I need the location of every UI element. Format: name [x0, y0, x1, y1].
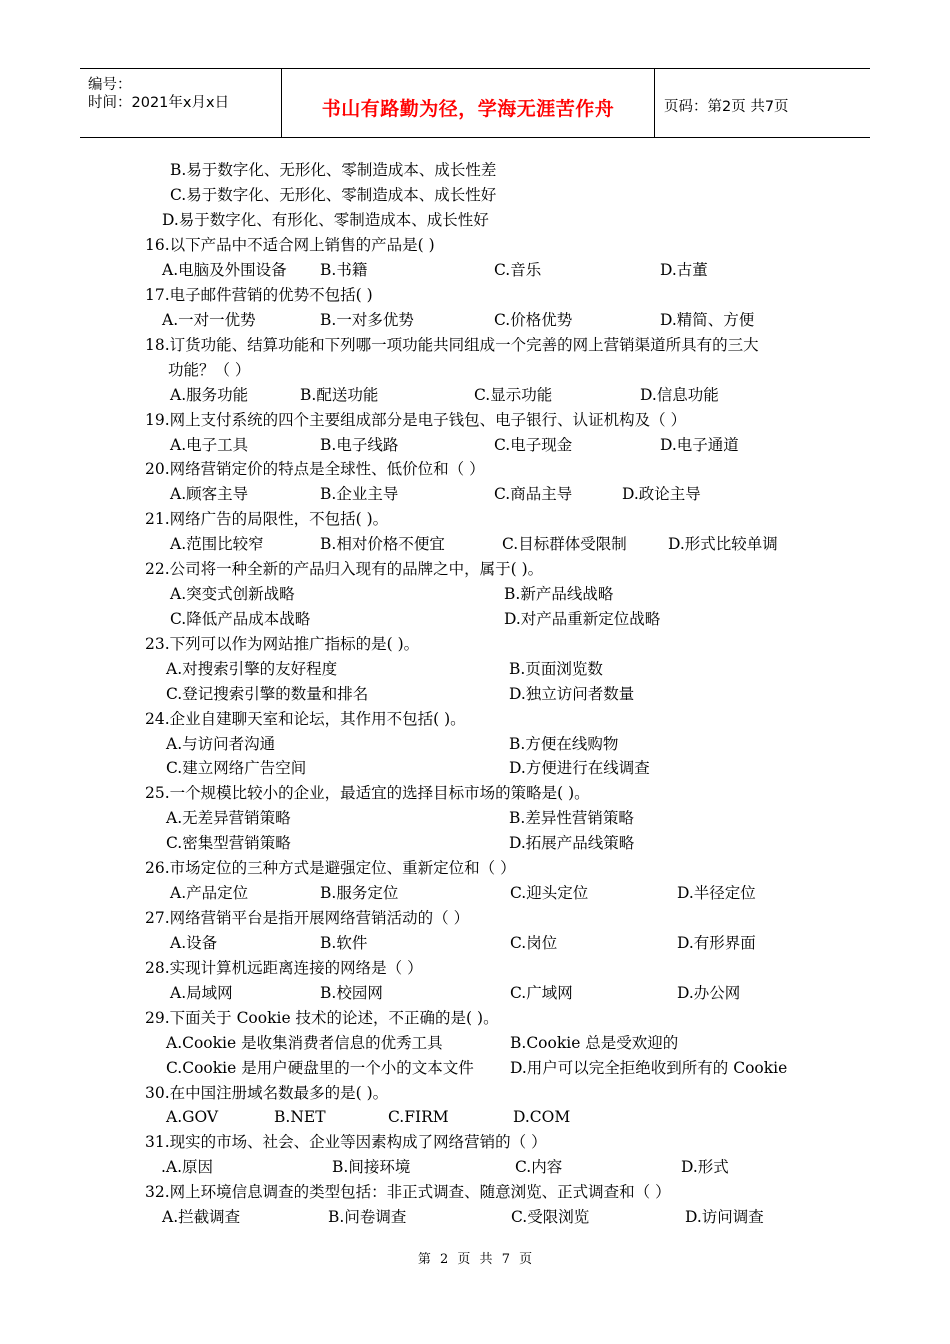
- option-a: A.对搜索引擎的友好程度: [166, 660, 338, 678]
- question-stem: 32.网上环境信息调查的类型包括：非正式调查、随意浏览、正式调查和（ ）: [145, 1183, 671, 1201]
- question-stem: 29.下面关于 Cookie 技术的论述，不正确的是( )。: [145, 1009, 499, 1027]
- option-c: C.音乐: [494, 261, 542, 279]
- question-stem: 30.在中国注册域名数最多的是( )。: [145, 1084, 389, 1102]
- option-d: D.古董: [660, 261, 708, 279]
- option-b: B.差异性营销策略: [509, 809, 634, 827]
- option-b: B.Cookie 总是受欢迎的: [510, 1034, 679, 1052]
- option-d: D.精简、方便: [660, 311, 755, 329]
- option-c: C.显示功能: [474, 386, 553, 404]
- option-c: C.迎头定位: [510, 884, 589, 902]
- option-b: B.间接环境: [332, 1158, 411, 1176]
- option-a: A.突变式创新战略: [170, 585, 295, 603]
- option-a: A.产品定位: [170, 884, 249, 902]
- option-c: C.Cookie 是用户硬盘里的一个小的文本文件: [166, 1059, 474, 1077]
- option-d: D.拓展产品线策略: [509, 834, 635, 852]
- option-d: D.信息功能: [640, 386, 719, 404]
- option-a: A.无差异营销策略: [166, 809, 291, 827]
- question-stem: 19.网上支付系统的四个主要组成部分是电子钱包、电子银行、认证机构及（ ）: [145, 411, 687, 429]
- option-b: B.NET: [274, 1108, 326, 1126]
- prev-option-b: B.易于数字化、无形化、零制造成本、成长性差: [170, 161, 497, 179]
- option-c: C.岗位: [510, 934, 558, 952]
- question-stem: 17.电子邮件营销的优势不包括( ): [145, 286, 373, 304]
- code-label: 编号：: [88, 77, 132, 93]
- question-stem: 27.网络营销平台是指开展网络营销活动的（ ）: [145, 909, 470, 927]
- option-c: C.登记搜索引擎的数量和排名: [166, 685, 369, 703]
- option-b: B.配送功能: [300, 386, 379, 404]
- option-c: C.商品主导: [494, 485, 573, 503]
- option-b: B.问卷调查: [328, 1208, 407, 1226]
- option-c: C.电子现金: [494, 436, 573, 454]
- option-c: C.FIRM: [388, 1108, 449, 1126]
- option-d: D.半径定位: [677, 884, 756, 902]
- option-a: A.局域网: [170, 984, 233, 1002]
- question-stem: 18.订货功能、结算功能和下列哪一项功能共同组成一个完善的网上营销渠道所具有的三大: [145, 336, 759, 354]
- option-a: A.电脑及外围设备: [162, 261, 287, 279]
- question-stem: 25.一个规模比较小的企业，最适宜的选择目标市场的策略是( )。: [145, 784, 590, 802]
- option-b: B.新产品线战略: [504, 585, 614, 603]
- time-label: 时间：2021年x月x日: [88, 95, 230, 111]
- question-stem: 23.下列可以作为网站推广指标的是( )。: [145, 635, 420, 653]
- question-stem: 16.以下产品中不适合网上销售的产品是( ): [145, 236, 435, 254]
- option-b: B.企业主导: [320, 485, 399, 503]
- option-d: D.用户可以完全拒绝收到所有的 Cookie: [510, 1059, 788, 1077]
- option-a: A.设备: [170, 934, 218, 952]
- option-d: D.办公网: [677, 984, 741, 1002]
- option-a: A.顾客主导: [170, 485, 249, 503]
- option-d: D.有形界面: [677, 934, 756, 952]
- option-a: A.Cookie 是收集消费者信息的优秀工具: [166, 1034, 443, 1052]
- option-d: D.形式: [681, 1158, 729, 1176]
- option-d: D.政论主导: [622, 485, 701, 503]
- option-d: D.COM: [513, 1108, 571, 1126]
- option-b: B.相对价格不便宜: [320, 535, 445, 553]
- option-b: B.一对多优势: [320, 311, 414, 329]
- question-stem: 26.市场定位的三种方式是避强定位、重新定位和（ ）: [145, 859, 516, 877]
- option-c: C.价格优势: [494, 311, 573, 329]
- page-footer: 第 2 页 共 7 页: [417, 1252, 533, 1267]
- option-b: B.电子线路: [320, 436, 399, 454]
- question-stem-continued: 功能？（ ）: [168, 361, 251, 379]
- option-a: A.一对一优势: [162, 311, 256, 329]
- option-d: D.形式比较单调: [668, 535, 778, 553]
- option-b: B.服务定位: [320, 884, 399, 902]
- question-stem: 22.公司将一种全新的产品归入现有的品牌之中，属于( )。: [145, 560, 544, 578]
- option-c: C.密集型营销策略: [166, 834, 291, 852]
- option-d: D.对产品重新定位战略: [504, 610, 661, 628]
- option-c: C.受限浏览: [511, 1208, 590, 1226]
- option-a: A.与访问者沟通: [166, 735, 276, 753]
- prev-option-d: D.易于数字化、有形化、零制造成本、成长性好: [162, 211, 489, 229]
- question-stem: 31.现实的市场、社会、企业等因素构成了网络营销的（ ）: [145, 1133, 547, 1151]
- option-c: C.广域网: [510, 984, 573, 1002]
- question-stem: 21.网络广告的局限性，不包括( )。: [145, 510, 389, 528]
- option-a: A.服务功能: [170, 386, 249, 404]
- page-info-text: 页码：第2页 共7页: [664, 99, 789, 115]
- option-a: A.电子工具: [170, 436, 249, 454]
- option-d: D.独立访问者数量: [509, 685, 635, 703]
- option-c: C.目标群体受限制: [502, 535, 627, 553]
- prev-option-c: C.易于数字化、无形化、零制造成本、成长性好: [170, 186, 497, 204]
- option-a: A.范围比较窄: [170, 535, 264, 553]
- option-c: C.建立网络广告空间: [166, 759, 307, 777]
- option-b: B.校园网: [320, 984, 383, 1002]
- option-c: C.内容: [515, 1158, 563, 1176]
- option-b: B.软件: [320, 934, 368, 952]
- question-stem: 24.企业自建聊天室和论坛，其作用不包括( )。: [145, 710, 466, 728]
- motto-text: 书山有路勤为径，学海无涯苦作舟: [321, 98, 615, 120]
- option-b: B.页面浏览数: [509, 660, 603, 678]
- option-a: A.拦截调查: [162, 1208, 241, 1226]
- question-stem: 20.网络营销定价的特点是全球性、低价位和（ ）: [145, 460, 485, 478]
- option-b: B.方便在线购物: [509, 735, 619, 753]
- option-d: D.方便进行在线调查: [509, 759, 650, 777]
- option-a: .A.原因: [161, 1158, 214, 1176]
- option-c: C.降低产品成本战略: [170, 610, 311, 628]
- option-a: A.GOV: [166, 1108, 219, 1126]
- question-stem: 28.实现计算机远距离连接的网络是（ ）: [145, 959, 423, 977]
- option-d: D.电子通道: [660, 436, 739, 454]
- option-b: B.书籍: [320, 261, 368, 279]
- option-d: D.访问调查: [685, 1208, 764, 1226]
